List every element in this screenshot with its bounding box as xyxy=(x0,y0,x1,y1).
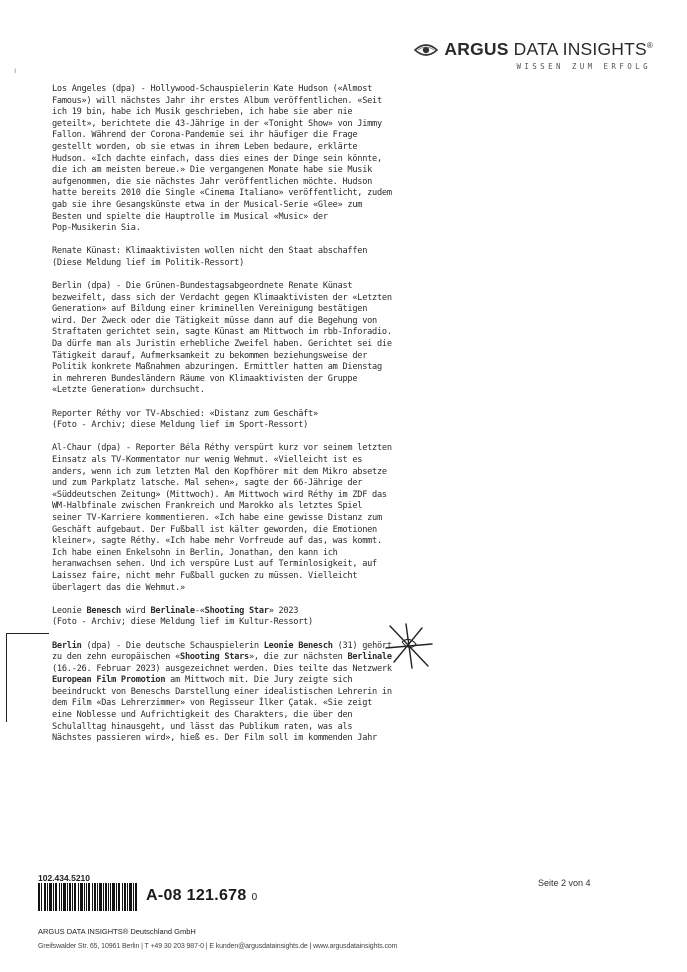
section-body: Berlin (dpa) - Die Grünen-Bundestagsabgeordnete Renate Künast bezweifelt, dass sich der Verdacht gegen Klimaaktivisten der «Letzten Generation» auf Bildung einer kriminellen Vereinigung bestätigen wird. Der Zweck oder die Tätigkeit müsse dann auf die Begehung von Straftaten gerichtet sein, sagte Künast am Mittwoch im rbb-Inforadio. Da dürfe man als Juristin erhebliche Zweifel haben. Gerichtet sei die Tätigkeit darauf, Aufmerksamkeit zu bekommen beziehungsweise der Politik konkrete Maßnahmen abzuringen. Ermittler hatten am Dienstag in mehreren Bundesländern Räume von Klimaaktivisten der Gruppe «Letzte Generation» durchsucht. xyxy=(52,281,392,396)
argus-eye-icon xyxy=(414,42,438,58)
logo-tagline: WISSEN ZUM ERFOLG xyxy=(516,62,651,71)
company-name: ARGUS DATA INSIGHTS® Deutschland GmbH xyxy=(38,927,196,936)
section-body: Berlin (dpa) - Die deutsche Schauspielerin Leonie Benesch (31) gehört zu den zehn europäischen «Shooting Stars», die zur nächsten Berlinale (16.-26. Februar 2023) ausgezeichnet werden. Dies teilte das Netzwerk European Film Promotion am Mittwoch mit. Die Jury zeigte sich beeindruckt von Beneschs Darstellung einer idealistischen Lehrerin in dem Film «Das Lehrerzimmer» von Regisseur İlker Çatak. «Sie zeigt eine Noblesse und Aufrichtigkeit des Charakters, die über den Schulalltag hinausgeht, und lässt das Publikum raten, was als Nächstes passieren wird», hieß es. Der Film soll im kommenden Jahr xyxy=(52,640,392,744)
company-address: Greifswalder Str. 65, 10961 Berlin | T +49 30 203 987-0 | E kunden@argusdatainsights.de | www.argusdatainsights.com xyxy=(38,943,398,950)
page-number: Seite 2 von 4 xyxy=(538,878,591,888)
article-intro: Los Angeles (dpa) - Hollywood-Schauspielerin Kate Hudson («Almost Famous») will nächstes Jahr ihr erstes Album veröffentlichen. «Seit ich 19 bin, habe ich Musik geschrieben, ich habe sie aber nie geteilt», berichtete die 43-Jährige in der «Tonight Show» von Jimmy Fallon. Während der Corona-Pandemie sei ihr häufiger die Frage gestellt worden, ob sie etwas in ihrem Leben bedaure, erklärte Hudson. «Ich dachte einfach, dass dies eines der Dinge sein könnte, die ich am meisten bereue.» Die vergangenen Monate habe sie Musik aufgenommen, die sie nächstes Jahr veröffentlichen möchte. Hudson hatte bereits 2010 die Single «Cinema Italiano» veröffentlicht, zudem gab sie ihre Gesangskünste etwa in der Musical-Serie «Glee» zum Besten und spielte die Hauptrolle im Musical «Music» der Pop-Musikerin Sia. xyxy=(52,84,392,234)
document-reference: A-08 121.678 0 xyxy=(146,887,258,904)
argus-logo xyxy=(393,39,653,71)
handwritten-bracket xyxy=(6,633,49,722)
section-headline: Renate Künast: Klimaaktivisten wollen nicht den Staat abschaffen (Diese Meldung lief im Politik-Ressort) xyxy=(52,246,368,268)
barcode xyxy=(38,883,137,911)
section-body: Al-Chaur (dpa) - Reporter Béla Réthy verspürt kurz vor seinem letzten Einsatz als TV-Kommentator nur wenig Wehmut. «Vielleicht ist es anders, wenn ich zum letzten Mal den Kopfhörer mit dem Mikro absetze und zum Parkplatz latsche. Mal sehen», sagte der 66-Jährige der «Süddeutschen Zeitung» (Mittwoch). Am Mittwoch wird Réthy im ZDF das WM-Halbfinale zwischen Frankreich und Marokko als letztes Spiel seiner TV-Karriere kommentieren. «Ich habe eine gewisse Distanz zum Geschäft aufgebaut. Der Fußball ist kälter geworden, die Emotionen kleiner», sagte Réthy. «Ich habe mehr Vorfreude auf das, was kommt. Ich habe einen Enkelsohn in Berlin, Jonathan, den kann ich heranwachsen sehen. Und ich verspüre Lust auf Terminlosigkeit, auf Laissez faire, nicht mehr Fußball gucken zu müssen. Vielleicht überlagert das die Wehmut.» xyxy=(52,443,392,593)
logo-wordmark: ARGUS DATA INSIGHTS® xyxy=(444,39,653,59)
section-headline: Reporter Réthy vor TV-Abschied: «Distanz zum Geschäft» (Foto - Archiv; diese Meldung lief im Sport-Ressort) xyxy=(52,408,318,431)
article-body xyxy=(52,84,648,756)
margin-mark: ı xyxy=(14,66,17,75)
handwritten-mark xyxy=(382,622,436,670)
account-number: 102.434.5210 xyxy=(38,873,90,883)
section-headline: Leonie Benesch wird Berlinale-«Shooting Star» 2023 (Foto - Archiv; diese Meldung lief im Kultur-Ressort) xyxy=(52,605,313,628)
